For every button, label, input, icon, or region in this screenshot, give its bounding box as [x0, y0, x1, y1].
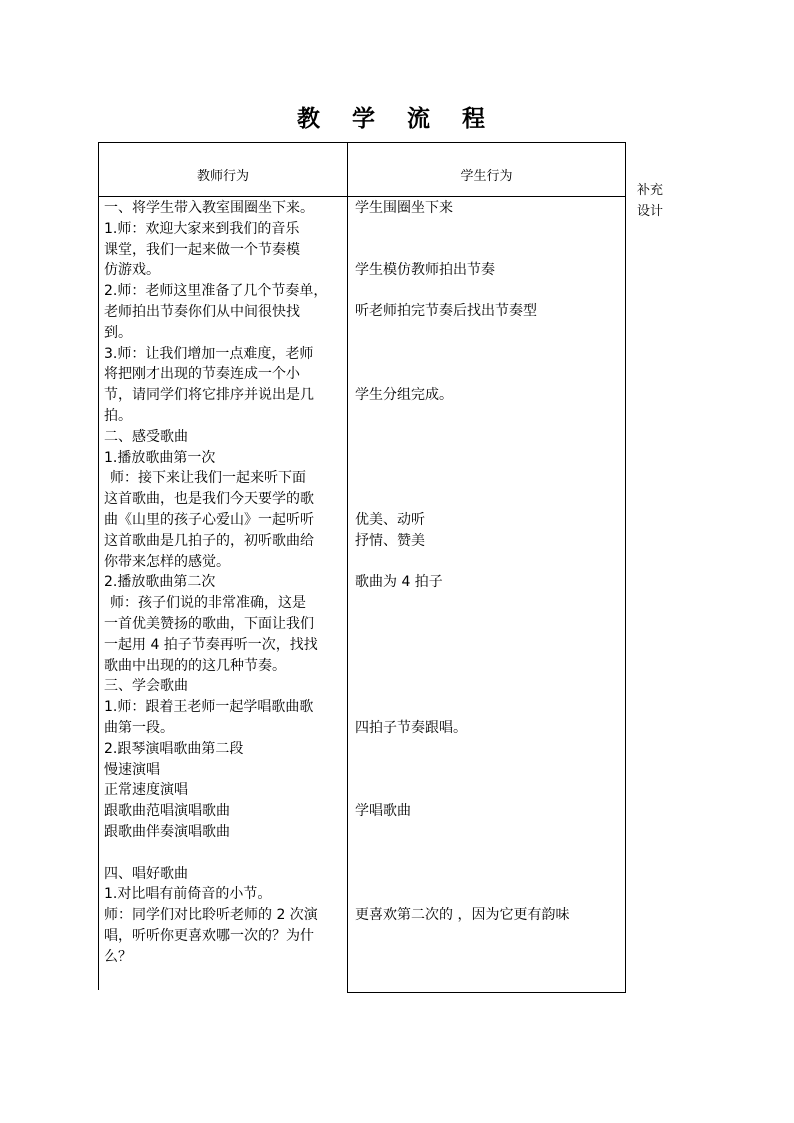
- teacher-line: 四、唱好歌曲: [104, 865, 188, 882]
- teacher-line: 慢速演唱: [104, 761, 160, 778]
- teacher-line: 1.师：欢迎大家来到我们的音乐: [104, 220, 300, 237]
- teacher-line: 师：接下来让我们一起来听下面: [110, 470, 306, 487]
- teacher-line: 跟歌曲伴奏演唱歌曲: [104, 823, 230, 840]
- teacher-line: 唱，听听你更喜欢哪一次的？为什: [104, 927, 314, 944]
- teacher-line: 二、感受歌曲: [104, 428, 188, 445]
- teacher-line: 正常速度演唱: [104, 782, 188, 799]
- header-student: 学生行为: [460, 169, 513, 184]
- teacher-line: 这首歌曲，也是我们今天要学的歌: [104, 491, 314, 508]
- teacher-line: 曲第一段。: [104, 719, 174, 736]
- student-line: 学生分组完成。: [355, 387, 453, 403]
- student-line: 学生围圈坐下来: [355, 200, 453, 216]
- teacher-line: 课堂，我们一起来做一个节奏模: [104, 241, 300, 258]
- teacher-line: 将把刚才出现的节奏连成一个小: [104, 366, 300, 383]
- teacher-line: 你带来怎样的感觉。: [104, 553, 230, 570]
- student-line: 四拍子节奏跟唱。: [355, 720, 467, 736]
- table-left-border: [98, 142, 99, 990]
- teacher-line: 到。: [104, 324, 132, 341]
- teacher-line: 老师拍出节奏你们从中间很快找: [104, 303, 300, 320]
- teacher-line: 师：同学们对比聆听老师的 2 次演: [104, 907, 318, 924]
- student-col-bottom-border: [347, 992, 626, 993]
- teacher-line: 一起用 4 拍子节奏再听一次，找找: [104, 636, 318, 653]
- header-teacher: 教师行为: [196, 169, 249, 184]
- teacher-line: 么？: [104, 948, 132, 965]
- teacher-line: 这首歌曲是几拍子的，初听歌曲给: [104, 532, 314, 549]
- student-line: 学生模仿教师拍出节奏: [355, 262, 495, 278]
- student-line: 歌曲为 4 拍子: [355, 574, 443, 590]
- teacher-line: 2.播放歌曲第二次: [104, 574, 216, 591]
- teacher-line: 1.播放歌曲第一次: [104, 449, 216, 466]
- teacher-line: 3.师：让我们增加一点难度，老师: [104, 345, 314, 362]
- side-note: 补充设计: [637, 183, 664, 219]
- teacher-line: 一、将学生带入教室围圈坐下来。: [104, 200, 314, 216]
- teacher-blank-line: [104, 843, 344, 864]
- student-line: 更喜欢第二次的 ，因为它更有韵味: [355, 907, 570, 923]
- teacher-line: 师：孩子们说的非常准确，这是: [110, 595, 306, 612]
- teacher-line: 曲《山里的孩子心爱山》一起听听: [104, 511, 314, 528]
- teacher-line: 节，请同学们将它排序并说出是几: [104, 387, 314, 404]
- student-line: 听老师拍完节奏后找出节奏型: [355, 303, 537, 319]
- teacher-line: 1.对比唱有前倚音的小节。: [104, 886, 272, 903]
- teacher-line: 2.跟琴演唱歌曲第二段: [104, 740, 244, 757]
- teacher-line: 歌曲中出现的的这几种节奏。: [104, 657, 286, 674]
- teacher-line: 一首优美赞扬的歌曲，下面让我们: [104, 615, 314, 632]
- teacher-line: 拍。: [104, 407, 132, 424]
- table-right-border: [625, 142, 626, 993]
- teacher-line: 仿游戏。: [104, 262, 160, 279]
- teacher-line: 2.师：老师这里准备了几个节奏单，: [104, 283, 328, 300]
- teacher-line: 跟歌曲范唱演唱歌曲: [104, 803, 230, 820]
- teacher-column: [104, 198, 344, 967]
- teacher-line: 1.师：跟着王老师一起学唱歌曲歌: [104, 699, 314, 716]
- table-header-divider: [98, 196, 626, 197]
- student-line: 学唱歌曲: [355, 803, 411, 819]
- student-line: 优美、动听: [355, 512, 425, 528]
- page-title: 教 学 流 程: [296, 105, 498, 132]
- student-line: 抒情、赞美: [355, 533, 425, 549]
- table-col-divider: [347, 142, 348, 993]
- teacher-line: 三、学会歌曲: [104, 678, 188, 695]
- table-top-border: [98, 142, 626, 143]
